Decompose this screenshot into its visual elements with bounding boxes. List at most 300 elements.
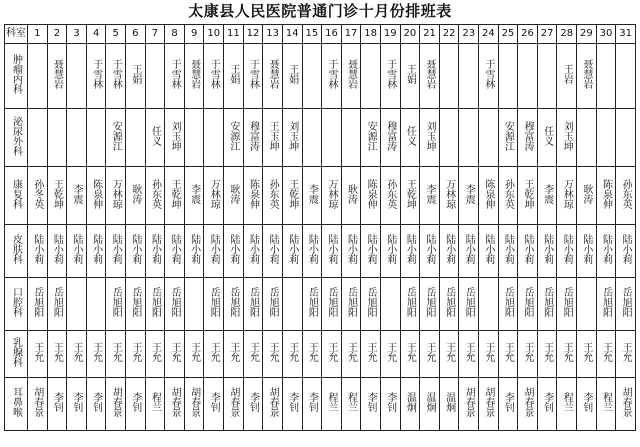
doctor-name: 王乾坤 xyxy=(51,178,63,209)
schedule-cell xyxy=(126,331,146,378)
doctor-name: 陆小莉 xyxy=(384,234,396,264)
schedule-cell xyxy=(420,278,440,331)
schedule-cell xyxy=(106,278,126,331)
doctor-name: 于雪林 xyxy=(90,59,102,89)
day-header-cell: 15 xyxy=(302,25,322,44)
doctor-name: 胡春景 xyxy=(463,387,475,417)
schedule-cell xyxy=(184,44,204,109)
day-header-cell: 16 xyxy=(322,25,342,44)
schedule-cell xyxy=(479,44,499,109)
schedule-cell xyxy=(498,378,518,431)
schedule-cell xyxy=(439,44,459,109)
doctor-name: 胡春景 xyxy=(110,387,122,417)
dept-label: 乳腺科 xyxy=(10,337,22,367)
schedule-cell xyxy=(420,167,440,225)
dept-cell xyxy=(5,44,28,109)
doctor-name: 王允 xyxy=(208,342,220,362)
schedule-cell xyxy=(243,378,263,431)
doctor-name: 聂慧岩 xyxy=(188,59,200,89)
schedule-cell xyxy=(106,225,126,278)
doctor-name: 陈泉伸 xyxy=(90,178,102,209)
schedule-cell xyxy=(577,378,597,431)
doctor-name: 安源江 xyxy=(365,120,377,151)
schedule-cell xyxy=(282,278,302,331)
schedule-cell xyxy=(518,109,538,167)
doctor-name: 于雪林 xyxy=(482,59,494,89)
schedule-cell xyxy=(322,109,342,167)
schedule-cell xyxy=(498,278,518,331)
schedule-cell xyxy=(224,378,244,431)
schedule-cell xyxy=(537,44,557,109)
doctor-name: 安源江 xyxy=(227,120,239,151)
doctor-name: 王允 xyxy=(522,342,534,362)
schedule-cell xyxy=(498,167,518,225)
schedule-cell xyxy=(459,278,479,331)
doctor-name: 程兰 xyxy=(561,392,573,412)
doctor-name: 岳旭阳 xyxy=(31,287,43,317)
doctor-name: 岳旭阳 xyxy=(463,287,475,317)
schedule-cell xyxy=(263,378,283,431)
doctor-name: 李钊 xyxy=(247,392,259,412)
doctor-name: 王允 xyxy=(423,342,435,362)
table-row xyxy=(5,378,636,431)
doctor-name: 王允 xyxy=(31,342,43,362)
doctor-name: 李钊 xyxy=(384,392,396,412)
schedule-cell xyxy=(282,378,302,431)
schedule-cell xyxy=(243,278,263,331)
dept-cell xyxy=(5,109,28,167)
doctor-name: 陆小莉 xyxy=(208,234,220,264)
schedule-cell xyxy=(557,44,577,109)
schedule-cell xyxy=(400,109,420,167)
doctor-name: 胡春景 xyxy=(227,387,239,417)
schedule-cell xyxy=(243,331,263,378)
doctor-name: 陆小莉 xyxy=(247,234,259,264)
table-row xyxy=(5,167,636,225)
doctor-name: 岳旭阳 xyxy=(51,287,63,317)
schedule-cell xyxy=(204,225,224,278)
schedule-cell xyxy=(439,109,459,167)
doctor-name: 耿涛 xyxy=(129,183,141,204)
doctor-name: 刘玉坤 xyxy=(169,120,181,151)
doctor-name: 王允 xyxy=(600,342,612,362)
doctor-name: 程兰 xyxy=(600,392,612,412)
schedule-cell xyxy=(361,278,381,331)
day-header-cell: 22 xyxy=(439,25,459,44)
schedule-cell xyxy=(28,225,48,278)
schedule-cell xyxy=(47,44,67,109)
schedule-cell xyxy=(86,378,106,431)
schedule-cell xyxy=(322,378,342,431)
doctor-name: 陈泉伸 xyxy=(482,178,494,209)
schedule-cell xyxy=(126,225,146,278)
day-header-cell: 10 xyxy=(204,25,224,44)
dept-cell xyxy=(5,167,28,225)
table-row xyxy=(5,109,636,167)
schedule-cell xyxy=(557,331,577,378)
schedule-cell xyxy=(400,331,420,378)
doctor-name: 王允 xyxy=(90,342,102,362)
doctor-name: 岳旭阳 xyxy=(404,287,416,317)
schedule-cell xyxy=(498,225,518,278)
doctor-name: 陆小莉 xyxy=(267,234,279,264)
schedule-cell xyxy=(243,225,263,278)
schedule-cell xyxy=(577,109,597,167)
schedule-cell xyxy=(184,378,204,431)
schedule-cell xyxy=(400,167,420,225)
schedule-cell xyxy=(596,331,616,378)
doctor-name: 李钊 xyxy=(365,392,377,412)
doctor-name: 王娟 xyxy=(286,64,298,84)
doctor-name: 王允 xyxy=(169,342,181,362)
schedule-cell xyxy=(126,44,146,109)
doctor-name: 任义 xyxy=(149,125,161,146)
doctor-name: 王允 xyxy=(71,342,83,362)
day-header-cell: 21 xyxy=(420,25,440,44)
doctor-name: 岳旭阳 xyxy=(267,287,279,317)
schedule-cell xyxy=(439,225,459,278)
doctor-name: 岳旭阳 xyxy=(443,287,455,317)
schedule-table xyxy=(4,24,636,431)
doctor-name: 李钊 xyxy=(129,392,141,412)
doctor-name: 陆小莉 xyxy=(71,234,83,264)
schedule-cell xyxy=(224,278,244,331)
schedule-cell xyxy=(263,225,283,278)
doctor-name: 胡春景 xyxy=(31,387,43,417)
schedule-cell xyxy=(577,331,597,378)
doctor-name: 岳旭阳 xyxy=(600,287,612,317)
schedule-cell xyxy=(537,278,557,331)
schedule-cell xyxy=(518,278,538,331)
doctor-name: 程兰 xyxy=(149,392,161,412)
schedule-cell xyxy=(204,167,224,225)
doctor-name: 李钊 xyxy=(541,392,553,412)
doctor-name: 王允 xyxy=(365,342,377,362)
schedule-cell xyxy=(361,44,381,109)
schedule-cell xyxy=(224,44,244,109)
day-header-cell: 5 xyxy=(106,25,126,44)
schedule-cell xyxy=(243,109,263,167)
day-header-cell: 20 xyxy=(400,25,420,44)
schedule-cell xyxy=(439,331,459,378)
doctor-name: 孙东英 xyxy=(267,178,279,209)
schedule-cell xyxy=(263,109,283,167)
schedule-cell xyxy=(596,44,616,109)
doctor-name: 王允 xyxy=(227,342,239,362)
day-header-cell: 4 xyxy=(86,25,106,44)
doctor-name: 陆小莉 xyxy=(149,234,161,264)
doctor-name: 陆小莉 xyxy=(620,234,632,264)
doctor-name: 陆小莉 xyxy=(51,234,63,264)
schedule-cell xyxy=(380,167,400,225)
doctor-name: 王允 xyxy=(345,342,357,362)
doctor-name: 王允 xyxy=(541,342,553,362)
doctor-name: 岳旭阳 xyxy=(110,287,122,317)
doctor-name: 万林琼 xyxy=(325,178,337,209)
doctor-name: 李钊 xyxy=(90,392,102,412)
schedule-cell xyxy=(263,331,283,378)
day-header-cell: 2 xyxy=(47,25,67,44)
doctor-name: 岳旭阳 xyxy=(306,287,318,317)
day-header-cell: 7 xyxy=(145,25,165,44)
dept-cell xyxy=(5,278,28,331)
doctor-name: 温炯 xyxy=(423,392,435,412)
doctor-name: 耿涛 xyxy=(580,183,592,204)
schedule-cell xyxy=(86,167,106,225)
schedule-cell xyxy=(322,167,342,225)
schedule-cell xyxy=(67,109,87,167)
doctor-name: 安源江 xyxy=(110,120,122,151)
schedule-cell xyxy=(282,225,302,278)
doctor-name: 李震 xyxy=(423,183,435,204)
schedule-cell xyxy=(420,225,440,278)
doctor-name: 岳旭阳 xyxy=(149,287,161,317)
doctor-name: 岳旭阳 xyxy=(345,287,357,317)
schedule-cell xyxy=(243,44,263,109)
schedule-cell xyxy=(47,278,67,331)
schedule-cell xyxy=(596,225,616,278)
day-header-cell: 14 xyxy=(282,25,302,44)
schedule-cell xyxy=(518,167,538,225)
schedule-cell xyxy=(302,331,322,378)
schedule-cell xyxy=(537,167,557,225)
schedule-cell xyxy=(420,109,440,167)
doctor-name: 岳旭阳 xyxy=(502,287,514,317)
schedule-cell xyxy=(28,44,48,109)
doctor-name: 陈泉伸 xyxy=(365,178,377,209)
schedule-cell xyxy=(400,278,420,331)
schedule-cell xyxy=(400,225,420,278)
schedule-body xyxy=(5,25,636,431)
schedule-cell xyxy=(165,378,185,431)
doctor-name: 万林琼 xyxy=(561,178,573,209)
doctor-name: 胡春景 xyxy=(267,387,279,417)
schedule-cell xyxy=(537,225,557,278)
doctor-name: 王娟 xyxy=(129,64,141,84)
doctor-name: 岳旭阳 xyxy=(247,287,259,317)
dept-header-cell: 科室 xyxy=(5,25,28,44)
doctor-name: 王乾坤 xyxy=(286,178,298,209)
doctor-name: 万林琼 xyxy=(208,178,220,209)
schedule-cell xyxy=(577,278,597,331)
doctor-name: 陆小莉 xyxy=(423,234,435,264)
doctor-name: 王岩 xyxy=(561,64,573,84)
schedule-cell xyxy=(67,167,87,225)
doctor-name: 陆小莉 xyxy=(345,234,357,264)
doctor-name: 李震 xyxy=(188,183,200,204)
schedule-cell xyxy=(616,167,636,225)
doctor-name: 胡春景 xyxy=(620,387,632,417)
schedule-cell xyxy=(165,44,185,109)
schedule-cell xyxy=(322,225,342,278)
schedule-cell xyxy=(518,378,538,431)
schedule-cell xyxy=(380,44,400,109)
doctor-name: 李钊 xyxy=(208,392,220,412)
doctor-name: 刘玉坤 xyxy=(286,120,298,151)
schedule-cell xyxy=(361,109,381,167)
schedule-cell xyxy=(498,44,518,109)
schedule-cell xyxy=(400,44,420,109)
day-header-cell: 23 xyxy=(459,25,479,44)
schedule-cell xyxy=(224,225,244,278)
doctor-name: 陆小莉 xyxy=(404,234,416,264)
schedule-cell xyxy=(341,225,361,278)
schedule-cell xyxy=(106,44,126,109)
doctor-name: 陆小莉 xyxy=(286,234,298,264)
doctor-name: 刘玉坤 xyxy=(561,120,573,151)
doctor-name: 任义 xyxy=(541,125,553,146)
schedule-cell xyxy=(165,167,185,225)
schedule-cell xyxy=(67,44,87,109)
schedule-cell xyxy=(361,378,381,431)
schedule-cell xyxy=(361,167,381,225)
schedule-cell xyxy=(616,278,636,331)
doctor-name: 于雪林 xyxy=(110,59,122,89)
doctor-name: 陆小莉 xyxy=(580,234,592,264)
schedule-cell xyxy=(67,278,87,331)
doctor-name: 陆小莉 xyxy=(110,234,122,264)
doctor-name: 孙冬英 xyxy=(31,178,43,209)
schedule-cell xyxy=(596,278,616,331)
schedule-cell xyxy=(106,378,126,431)
schedule-cell xyxy=(126,278,146,331)
schedule-cell xyxy=(596,378,616,431)
schedule-cell xyxy=(86,278,106,331)
schedule-cell xyxy=(28,109,48,167)
doctor-name: 王允 xyxy=(149,342,161,362)
doctor-name: 王允 xyxy=(325,342,337,362)
dept-label: 康复科 xyxy=(10,178,22,209)
schedule-cell xyxy=(479,225,499,278)
doctor-name: 安源江 xyxy=(502,120,514,151)
schedule-cell xyxy=(106,167,126,225)
doctor-name: 耿涛 xyxy=(345,183,357,204)
doctor-name: 聂慧岩 xyxy=(423,59,435,89)
schedule-cell xyxy=(47,378,67,431)
schedule-cell xyxy=(145,167,165,225)
schedule-cell xyxy=(47,225,67,278)
schedule-cell xyxy=(557,167,577,225)
schedule-cell xyxy=(361,331,381,378)
schedule-cell xyxy=(459,331,479,378)
schedule-cell xyxy=(145,44,165,109)
doctor-name: 万林琼 xyxy=(110,178,122,209)
schedule-cell xyxy=(145,331,165,378)
schedule-cell xyxy=(263,167,283,225)
schedule-cell xyxy=(557,278,577,331)
schedule-cell xyxy=(67,331,87,378)
schedule-cell xyxy=(322,331,342,378)
doctor-name: 岳旭阳 xyxy=(325,287,337,317)
schedule-cell xyxy=(47,167,67,225)
doctor-name: 穆富涛 xyxy=(384,120,396,151)
schedule-cell xyxy=(282,44,302,109)
day-header-cell: 31 xyxy=(616,25,636,44)
doctor-name: 陆小莉 xyxy=(561,234,573,264)
schedule-cell xyxy=(184,109,204,167)
schedule-cell xyxy=(282,109,302,167)
doctor-name: 王允 xyxy=(404,342,416,362)
schedule-cell xyxy=(596,167,616,225)
schedule-cell xyxy=(282,331,302,378)
doctor-name: 王娟 xyxy=(404,64,416,84)
schedule-cell xyxy=(459,225,479,278)
doctor-name: 陆小莉 xyxy=(522,234,534,264)
doctor-name: 陆小莉 xyxy=(463,234,475,264)
doctor-name: 李钊 xyxy=(580,392,592,412)
schedule-cell xyxy=(145,278,165,331)
doctor-name: 万林琼 xyxy=(443,178,455,209)
schedule-cell xyxy=(420,331,440,378)
schedule-cell xyxy=(557,378,577,431)
doctor-name: 岳旭阳 xyxy=(365,287,377,317)
schedule-cell xyxy=(28,278,48,331)
doctor-name: 王允 xyxy=(482,342,494,362)
schedule-cell xyxy=(145,225,165,278)
doctor-name: 温炯 xyxy=(443,392,455,412)
doctor-name: 于雪林 xyxy=(325,59,337,89)
schedule-cell xyxy=(165,225,185,278)
doctor-name: 李震 xyxy=(541,183,553,204)
doctor-name: 王娟 xyxy=(227,64,239,84)
schedule-cell xyxy=(204,331,224,378)
schedule-cell xyxy=(341,278,361,331)
doctor-name: 聂慧岩 xyxy=(345,59,357,89)
day-header-cell: 17 xyxy=(341,25,361,44)
doctor-name: 王允 xyxy=(306,342,318,362)
doctor-name: 孙东英 xyxy=(502,178,514,209)
doctor-name: 李震 xyxy=(306,183,318,204)
schedule-cell xyxy=(439,278,459,331)
schedule-cell xyxy=(106,109,126,167)
schedule-cell xyxy=(498,331,518,378)
schedule-cell xyxy=(86,225,106,278)
table-row xyxy=(5,331,636,378)
schedule-cell xyxy=(616,44,636,109)
day-header-cell: 13 xyxy=(263,25,283,44)
schedule-cell xyxy=(341,331,361,378)
doctor-name: 王允 xyxy=(247,342,259,362)
day-header-cell: 3 xyxy=(67,25,87,44)
schedule-cell xyxy=(459,167,479,225)
day-header-cell: 9 xyxy=(184,25,204,44)
doctor-name: 王允 xyxy=(463,342,475,362)
doctor-name: 陆小莉 xyxy=(325,234,337,264)
doctor-name: 王允 xyxy=(188,342,200,362)
schedule-cell xyxy=(479,109,499,167)
doctor-name: 李钊 xyxy=(71,392,83,412)
schedule-cell xyxy=(145,109,165,167)
doctor-name: 于雪林 xyxy=(384,59,396,89)
schedule-cell xyxy=(302,44,322,109)
schedule-cell xyxy=(341,44,361,109)
doctor-name: 陆小莉 xyxy=(227,234,239,264)
schedule-cell xyxy=(302,378,322,431)
schedule-cell xyxy=(86,44,106,109)
doctor-name: 陆小莉 xyxy=(188,234,200,264)
doctor-name: 陆小莉 xyxy=(482,234,494,264)
doctor-name: 陈泉伸 xyxy=(247,178,259,209)
doctor-name: 岳旭阳 xyxy=(620,287,632,317)
schedule-cell xyxy=(498,109,518,167)
doctor-name: 聂慧岩 xyxy=(267,59,279,89)
day-header-cell: 12 xyxy=(243,25,263,44)
doctor-name: 王允 xyxy=(443,342,455,362)
schedule-cell xyxy=(479,331,499,378)
doctor-name: 岳旭阳 xyxy=(227,287,239,317)
schedule-cell xyxy=(577,44,597,109)
schedule-cell xyxy=(322,278,342,331)
